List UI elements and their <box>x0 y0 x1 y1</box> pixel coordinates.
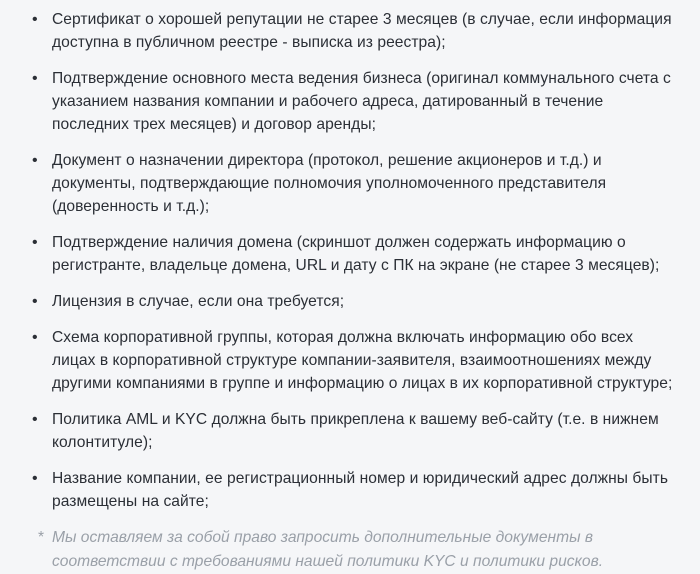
list-item <box>20 231 680 277</box>
requirements-list <box>20 8 680 513</box>
list-item-text: Сертификат о хорошей репутации не старее 3 месяцев (в случае, если информация доступна в публичном реестре - выписка из реестра); <box>52 11 672 51</box>
list-item-text: Документ о назначении директора (протокол, решение акционеров и т.д.) и документы, подтверждающие полномочия уполномоченного представителя (доверенность и т.д.); <box>52 152 607 215</box>
list-item-text: Схема корпоративной группы, которая должна включать информацию обо всех лицах в корпоративной структуре компании-заявителя, взаимоотношениях между другими компаниями в группе и информацию о лицах в их корпоративной структуре; <box>52 329 673 392</box>
list-item <box>20 326 680 395</box>
bullet-icon: • <box>32 152 38 169</box>
list-item-text: Название компании, ее регистрационный номер и юридический адрес должны быть размещены на сайте; <box>52 470 669 510</box>
bullet-icon: • <box>32 293 38 310</box>
list-item <box>20 8 680 54</box>
bullet-icon: • <box>32 411 38 428</box>
list-item-text: Политика AML и KYC должна быть прикреплена к вашему веб-сайту (т.е. в нижнем колонтитуле); <box>52 411 659 451</box>
list-item <box>20 467 680 513</box>
list-item-text: Подтверждение основного места ведения бизнеса (оригинал коммунального счета с указанием названия компании и рабочего адреса, датированный в течение последних трех месяцев) и договор аренды; <box>52 70 671 133</box>
bullet-icon: • <box>32 329 38 346</box>
list-item-text: Лицензия в случае, если она требуется; <box>52 293 345 310</box>
list-item-text: Подтверждение наличия домена (скриншот должен содержать информацию о регистранте, владельце домена, URL и дату с ПК на экране (не старее 3 месяцев); <box>52 234 660 274</box>
footnote <box>20 526 680 574</box>
bullet-icon: • <box>32 470 38 487</box>
bullet-icon: • <box>32 70 38 87</box>
footnote-marker: * <box>38 529 45 546</box>
bullet-icon: • <box>32 234 38 251</box>
footnote-text: Мы оставляем за собой право запросить дополнительные документы в соответствии с требованиями нашей политики KYC и политики рисков. <box>52 529 604 570</box>
list-item <box>20 67 680 136</box>
list-item <box>20 290 680 313</box>
list-item <box>20 408 680 454</box>
bullet-icon: • <box>32 11 38 28</box>
list-item <box>20 149 680 218</box>
